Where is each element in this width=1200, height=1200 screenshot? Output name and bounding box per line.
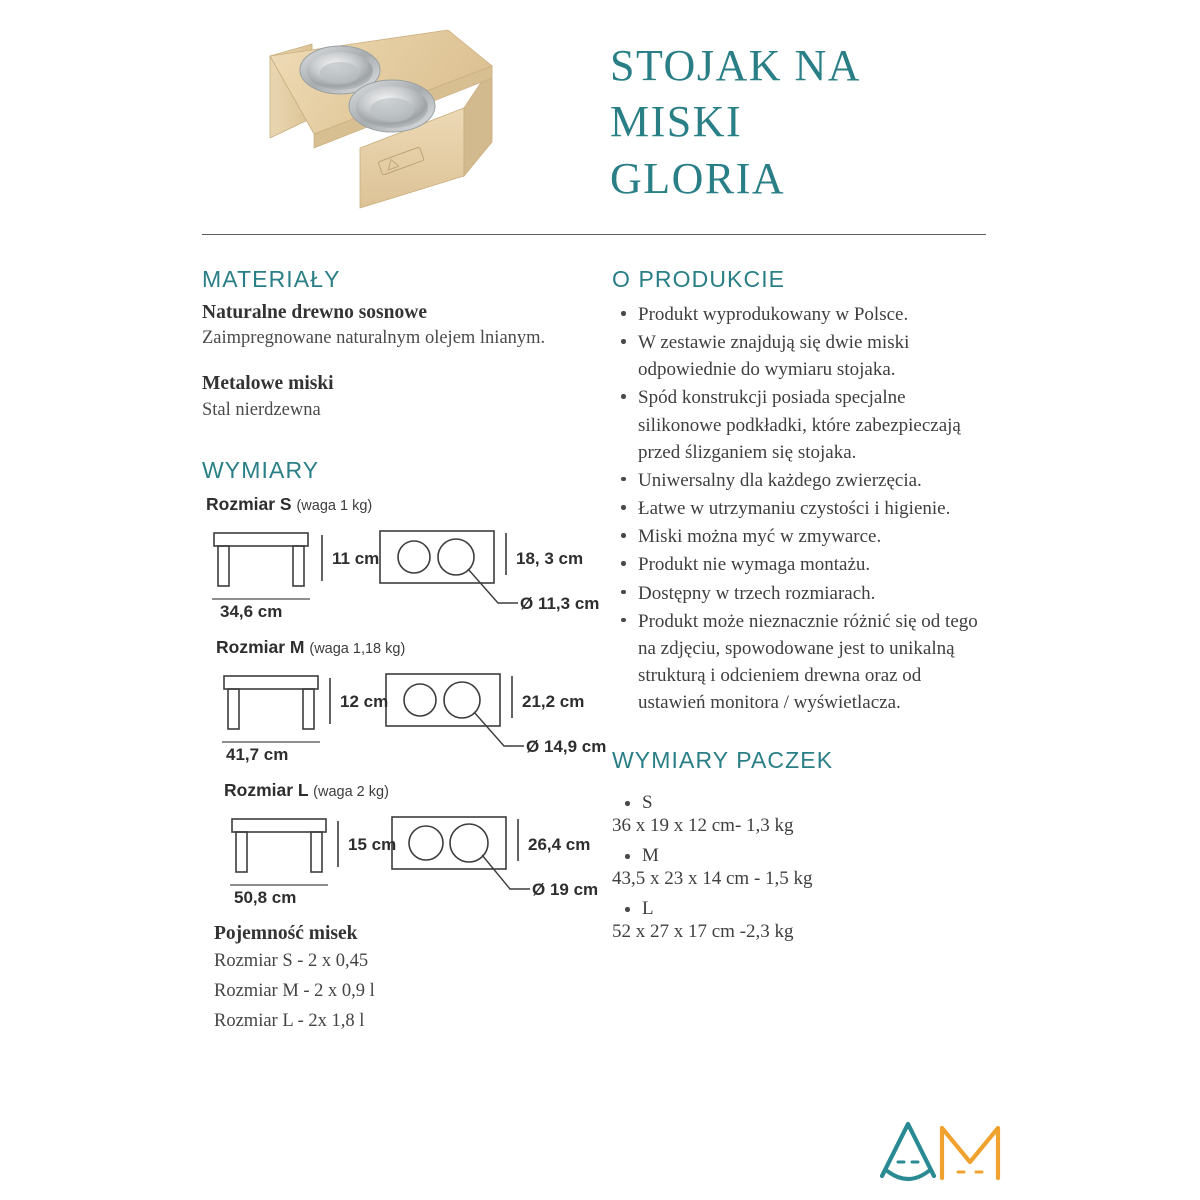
list-item: Dostępny w trzech rozmiarach. [638,580,992,607]
package-group-s [612,792,992,837]
capacity-line-m: Rozmiar M - 2 x 0,9 l [214,980,375,1001]
list-item: Produkt wyprodukowany w Polsce. [638,301,992,328]
list-item: Produkt może nieznacznie różnić się od tego na zdjęciu, spowodowane jest to unikalną strukturą i odcieniem drewna oraz od ustawień monitora / wyświetlacza. [638,608,992,717]
size-width-s: 34,6 cm [220,601,283,621]
size-height-s: 11 cm [332,548,380,568]
package-size-l: L [642,898,992,920]
dimensions-heading: WYMIARY [202,456,320,483]
package-value-l: 52 x 27 x 17 cm -2,3 kg [612,921,794,943]
title-line-1: STOJAK NA [610,41,862,90]
size-title-m: Rozmiar M (waga 1,18 kg) [216,636,406,657]
material-detail-1: Zaimpregnowane naturalnym olejem lnianym. [202,328,546,349]
size-height-l: 15 cm [348,834,397,854]
packages-heading: WYMIARY PACZEK [612,747,834,774]
about-bullet-list [612,301,992,716]
size-weight-l: (waga 2 kg) [313,783,389,800]
size-weight-s: (waga 1 kg) [296,497,373,514]
size-diagram-l [224,805,599,909]
size-width-l: 50,8 cm [234,887,297,907]
size-depth-s: 18, 3 cm [516,548,584,568]
size-block-s [206,493,600,623]
size-depth-l: 26,4 cm [528,834,591,854]
size-width-m: 41,7 cm [226,744,289,764]
material-name-1: Naturalne drewno sosnowe [202,302,427,323]
package-size-s: S [642,792,992,814]
brand-logo [866,1112,1016,1190]
size-height-m: 12 cm [340,691,389,711]
size-weight-m: (waga 1,18 kg) [309,640,406,657]
page-title [610,38,1030,207]
size-diagram-s [206,519,600,623]
size-block-m [216,636,607,766]
list-item: Uniwersalny dla każdego zwierzęcia. [638,467,992,494]
product-photo [252,22,504,218]
package-group-m [612,845,992,890]
package-value-m: 43,5 x 23 x 14 cm - 1,5 kg [612,868,813,890]
logo-letter-m [942,1128,998,1178]
size-bowl-s: Ø 11,3 cm [520,593,600,613]
material-detail-2: Stal nierdzewna [202,399,321,420]
capacity-title: Pojemność misek [214,922,358,944]
list-item: Łatwe w utrzymaniu czystości i higienie. [638,495,992,522]
size-depth-m: 21,2 cm [522,691,585,711]
left-column [202,266,607,1037]
size-title-l: Rozmiar L (waga 2 kg) [224,779,389,800]
list-item: W zestawie znajdują się dwie miski odpowiednie do wymiaru stojaka. [638,329,992,383]
list-item: Miski można myć w zmywarce. [638,523,992,550]
right-column [612,266,992,951]
package-group-l [612,898,992,943]
list-item: Spód konstrukcji posiada specjalne silikonowe podkładki, które zabezpieczają przed ślizganiem się stojaka. [638,384,992,465]
capacity-line-l: Rozmiar L - 2x 1,8 l [214,1010,365,1031]
package-value-s: 36 x 19 x 12 cm- 1,3 kg [612,815,794,837]
size-block-l [224,779,599,909]
list-item: Produkt nie wymaga montażu. [638,551,992,578]
size-diagram-m [216,662,607,766]
size-title-s: Rozmiar S (waga 1 kg) [206,493,373,514]
size-bowl-l: Ø 19 cm [532,879,599,899]
capacity-section [214,923,592,1037]
capacity-line-s: Rozmiar S - 2 x 0,45 [214,950,369,971]
title-line-2: MISKI [610,97,743,147]
hero-section [0,0,1200,230]
title-line-3: GLORIA [610,153,786,203]
size-bowl-m: Ø 14,9 cm [526,736,607,756]
materials-heading: MATERIAŁY [202,266,341,292]
about-heading: O PRODUKCIE [612,266,786,292]
package-size-m: M [642,845,992,867]
header-divider [202,234,986,235]
material-name-2: Metalowe miski [202,373,334,395]
logo-letter-a [882,1124,934,1179]
